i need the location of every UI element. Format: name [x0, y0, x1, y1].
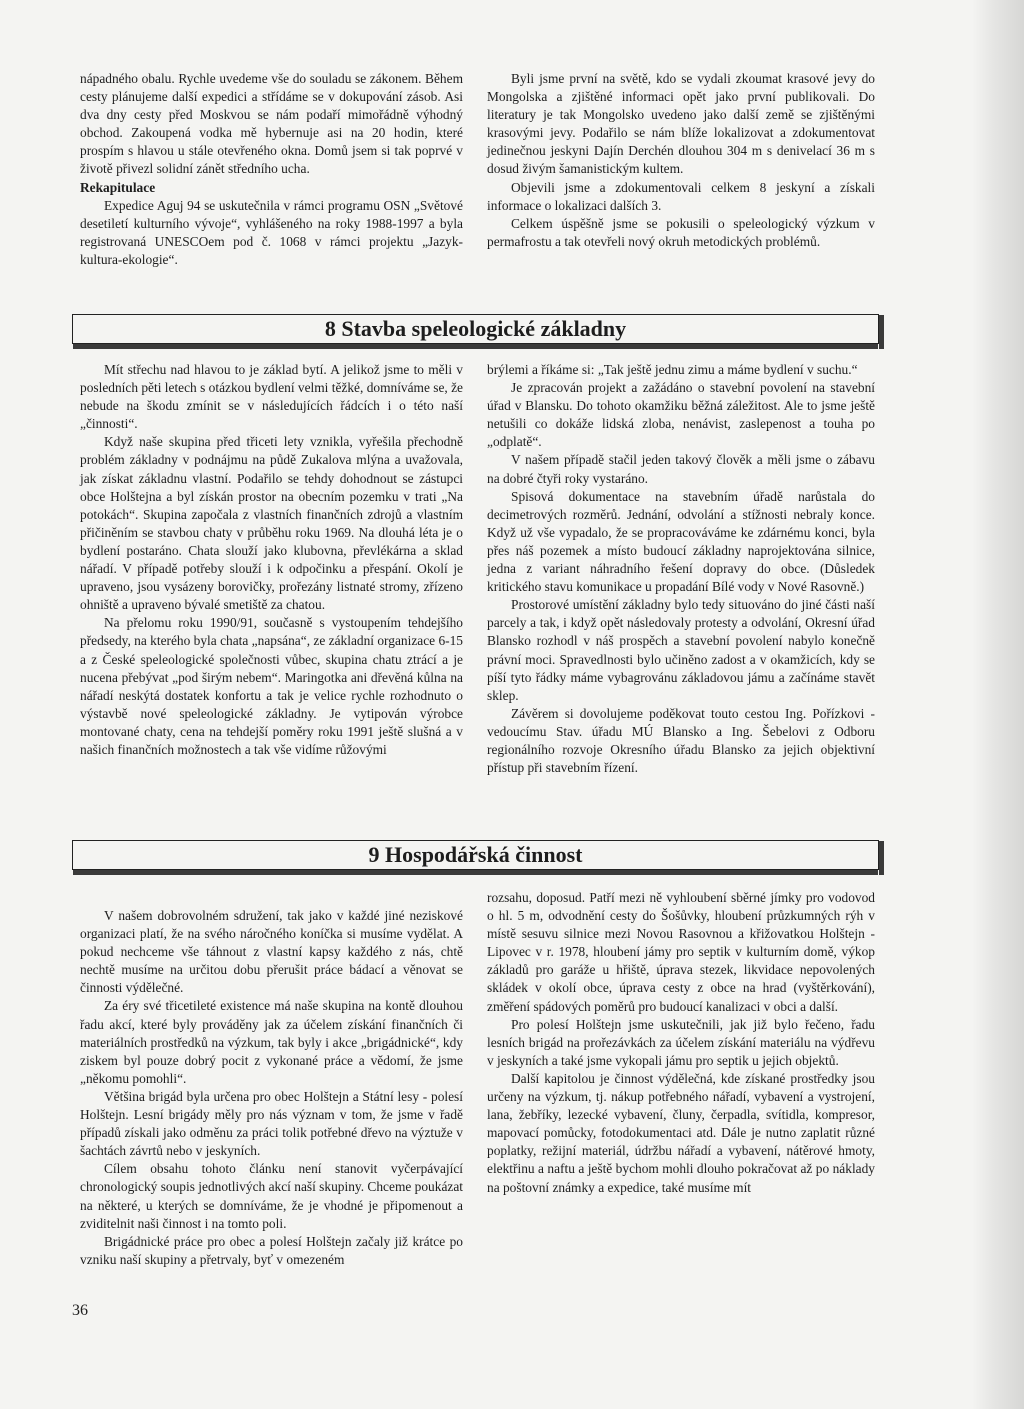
section-heading-box: [72, 314, 879, 344]
paragraph: Je zpracován projekt a zažádáno o stavební povolení na stavební úřad v Blansku. Do tohoto okamžiku běžná záležitost. Ale to jsme ještě netušili co dokáže lidská zloba, nenávist, zaslepenost a touha po „odplatě“.: [487, 380, 875, 450]
paragraph: Cílem obsahu tohoto článku není stanovit vyčerpávající chronologický soupis jednotlivých akcí naší skupiny. Chceme poukázat na některé, u kterých se domníváme, že je vhodné je připomenout a zviditelnit naši činnost i na tomto poli.: [80, 1161, 463, 1231]
paragraph: brýlemi a říkáme si: „Tak ještě jednu zimu a máme bydlení v suchu.“: [487, 362, 858, 377]
paragraph: V našem případě stačil jeden takový člověk a měli jsme o zábavu na dobré čtyři roky vystaráno.: [487, 452, 875, 486]
paragraph: Celkem úspěšně jsme se pokusili o speleologický výzkum v permafrostu a tak otevřeli nový okruh metodických problémů.: [487, 215, 875, 249]
top-right-column: [487, 70, 875, 251]
paragraph: Objevili jsme a zdokumentovali celkem 8 jeskyní a získali informace o lokalizaci dalších 3.: [487, 179, 875, 213]
section9-right-column: [487, 889, 875, 1197]
subheading-recap: Rekapitulace: [80, 179, 156, 195]
paragraph: Pro polesí Holštejn jsme uskutečnili, jak již bylo řečeno, řadu lesních brigád na prořezávkách za účelem získání materiálu na výdřevu v jeskyních a také jsme vykopali jámu pro septik u jejich objektů.: [487, 1016, 875, 1068]
paragraph: Byli jsme první na světě, kdo se vydali zkoumat krasové jevy do Mongolska a zjištěné informaci opět jako první publikovali. Do literatury je tak Mongolsko uvedeno jako další země se zjištěnými krasovými jevy. Podařilo se nám blíže lokalizovat a zdokumentovat jedinečnou jeskyni Dajín Derchén dlouhou 304 m s denivelací 36 m s dosud živým šamanistickým kultem.: [487, 71, 875, 177]
paragraph: V našem dobrovolném sdružení, tak jako v každé jiné neziskové organizaci platí, že na svého náročného koníčka si musíme vydělat. A pokud nechceme vše táhnout z vlastní kapsy každého z nás, chtě nechtě musíme na určitou dobu přerušit práce bádací a věnovat se činnosti výdělečné.: [80, 908, 463, 996]
paragraph: rozsahu, doposud. Patří mezi ně vyhloubení sběrné jímky pro vodovod o hl. 5 m, odvodnění cesty do Šošůvky, hloubení průzkumných rýh v místě sesuvu silnice mezi Novou Rasovnou a křižovatkou Holštejn - Lipovec v r. 1978, hloubení jámy pro septik v kulturním domě, výkop základů pro garáže u hřiště, úprava stezek, likvidace nepovolených skládek v okolí obce, úprava cesty z obce na hrad (vyštěrkování), změření spádových poměrů pro budoucí kanalizaci v obci a další.: [487, 890, 875, 1014]
paragraph: Expedice Aguj 94 se uskutečnila v rámci programu OSN „Světové desetiletí kulturního vývoje“, vyhlášeného na roky 1988-1997 a byla registrovaná UNESCOem pod č. 1068 v rámci projektu „Jazyk-kultura-ekologie“.: [80, 197, 463, 267]
paragraph: Za éry své třicetileté existence má naše skupina na kontě dlouhou řadu akcí, které byly prováděny jak za účelem získání finančních či materiálních prostředků na výzkum, tak byly i akce „brigádnické“, kdy ziskem byl pouze dobrý pocit z vykonané práce a vědomí, že jsme „někomu pomohli“.: [80, 998, 463, 1086]
paragraph: Další kapitolou je činnost výdělečná, kde získané prostředky jsou určeny na výzkum, tj. nákup potřebného nářadí, vybavení a vystrojení, lana, žebříky, lezecké vybavení, čluny, čerpadla, svítidla, kompresor, mapovací pomůcky, fotodokumentaci atd. Dále je nutno zaplatit různé poplatky, režijní materiál, údržbu nářadí a vybavení, nátěrové hmoty, elektřinu a naftu a ještě bychom mohli dlouho pokračovat až po náklady na poštovní známky a expedice, také musíme mít: [487, 1070, 875, 1195]
paragraph: Závěrem si dovolujeme poděkovat touto cestou Ing. Pořízkovi - vedoucímu Stav. úřadu MÚ Blansko a Ing. Šebelovi z Odboru regionálního rozvoje Okresního úřadu Blansko za jejich objektivní přístup při stavebním řízení.: [487, 705, 875, 776]
paragraph: Brigádnické práce pro obec a polesí Holštejn začaly již krátce po vzniku naší skupiny a přetrvaly, byť v omezeném: [80, 1233, 463, 1267]
paragraph: Prostorové umístění základny bylo tedy situováno do jiné části naší parcely a tak, i když opět následovaly protesty a odvolání, Okresní úřad Blansko rozhodl v náš prospěch a stavební povolení nabylo konečně právní moci. Spravedlnosti bylo učiněno zadost a v okamžicích, kdy se píší tyto řádky máme vybagrovánu základovou jámu a začínáme stavět sklep.: [487, 597, 875, 703]
paragraph: Většina brigád byla určena pro obec Holštejn a Státní lesy - polesí Holštejn. Lesní brigády měly pro nás význam v tom, že jsme v řadě případů získali jako odměnu za práci tolik potřebné dřevo na výztuže v šachtách závrtů nebo v jeskyních.: [80, 1088, 463, 1159]
top-left-column: [80, 70, 463, 269]
section9-left-column: [80, 907, 463, 1269]
page-number: 36: [72, 1302, 88, 1319]
paragraph: Na přelomu roku 1990/91, současně s vystoupením tehdejšího předsedy, na kterého byla chata „napsána“, ze základní organizace 6-15 a z České speleologické společnosti vůbec, skupina chatu ztrácí a je nucena přebývat „pod širým nebem“. Maringotka ani dřevěná kůlna na nářadí neskýtá dostatek konfortu a tak je velice rychle rozhodnuto o výstavbě nové speleologické základny. Je vytipován výrobce montované chaty, cena na tehdejší poměry roku 1991 ještě slušná a v našich finančních možnostech a tak vše vidíme růžovými: [80, 615, 463, 757]
paragraph: Mít střechu nad hlavou to je základ bytí. A jelikož jsme to měli v posledních pěti letech s otázkou bydlení velmi těžké, domníváme se, že nebude na škodu zmínit se v následujících řádcích i o této naší „činnosti“.: [80, 362, 463, 432]
paragraph: nápadného obalu. Rychle uvedeme vše do souladu se zákonem. Během cesty plánujeme další expedici a střídáme se v dokupování zásob. Asi dva dny cesty před Moskvou se nám podaří mimořádně výhodný obchod. Zakoupená vodka mě hybernuje asi na 20 hodin, které prospím s hlavou u stále otevřeného okna. Domů jsem si tak poprvé v životě přivezl solidní zánět středního ucha.: [80, 71, 463, 177]
page-edge-shadow: [972, 0, 1024, 1409]
section-heading: 8 Stavba speleologické základny: [324, 316, 627, 341]
paragraph: Spisová dokumentace na stavebním úřadě narůstala do decimetrových rozměrů. Jednání, odvolání a stížnosti nebraly konce. Když už vše vypadalo, že se propracováváme ke zdárnému konci, byla přes náš pozemek a místo budoucí základny naprojektována silnice, jedna z variant náhradního řešení dopravy do obce. (Důsledek kritického stavu komunikace u propadání Bílé vody v Nové Rasovně.): [487, 488, 875, 595]
section-heading-box: [72, 840, 879, 870]
paragraph: Když naše skupina před třiceti lety vznikla, vyřešila přechodně problém základny v podnájmu na půdě Zukalova mlýna a uvažovala, jak získat základnu vlastní. Podařilo se tehdy dohodnout se zástupci obce Holštejna a byl získán prostor na obecním pozemku v trati „Na potokách“. Skupina započala z vlastních finančních zdrojů a vlastním přičiněním se stavbou chaty v průběhu roku 1969. Na dlouhá léta je o bydlení postaráno. Chata slouží jako klubovna, převlékárna a sklad nářadí. V případě potřeby slouží i k odpočinku a přespání. Okolí je upraveno, jsou vysázeny borovičky, prořezány listnaté stromy, zřízeno ohniště a upraveno bývalé smetiště za chatou.: [80, 434, 463, 613]
section-heading: 9 Hospodářská činnost: [368, 842, 583, 867]
section8-right-column: [487, 361, 875, 777]
section8-left-column: [80, 361, 463, 759]
